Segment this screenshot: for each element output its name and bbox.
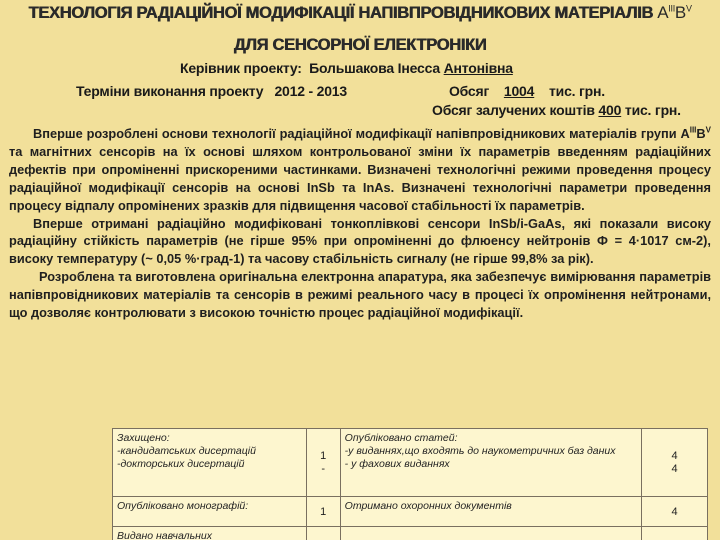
project-terms [76, 83, 605, 99]
articles-prof-value: 4 [671, 462, 678, 475]
title-main: ТЕХНОЛОГІЯ РАДІАЦІЙНОЇ МОДИФІКАЦІЇ НАПІВПРОВІДНИКОВИХ МАТЕРІАЛІВ [28, 4, 653, 22]
terms-value: 2012 - 2013 [274, 83, 347, 99]
articles-label: Опубліковано статей: [344, 432, 458, 444]
p1-part-a: Вперше розроблені основи технології радіаційної модифікації напівпровідникових матеріалів групи A [33, 126, 690, 141]
title-line-2: ДЛЯ СЕНСОРНОЇ ЕЛЕКТРОНІКИ [233, 36, 487, 54]
articles-sci-value: 4 [671, 449, 678, 462]
funding [432, 102, 681, 118]
paragraph-3: Розроблена та виготовлена оригінальна електронна апаратура, яка забезпечує вимірювання параметрів напівпровідникових матеріалів та сенсорів в режимі реального часу в процесі їх опромінення нейтронами, що дозволяє контролювати з високою точністю процес радіаційної модифікації. [9, 269, 711, 321]
formula-b: B [674, 3, 686, 22]
defended-cell [113, 429, 307, 497]
defended-label: Захищено: [117, 432, 170, 444]
volume-unit: тис. грн. [549, 83, 605, 99]
funding-value: 400 [598, 102, 622, 118]
title-line-1 [0, 3, 720, 23]
funding-label: Обсяг залучених коштів [432, 102, 595, 118]
terms-label: Терміни виконання проекту [76, 83, 264, 99]
articles-sci: -у виданнях,що входять до наукометричних баз даних [344, 445, 616, 457]
articles-cell [340, 429, 641, 497]
table-row [113, 497, 708, 527]
defended-cand-value: 1 [320, 449, 327, 462]
monographs-value: 1 [306, 497, 340, 527]
table-row [113, 527, 708, 540]
defended-values [306, 429, 340, 497]
formula-b-sup: V [685, 3, 692, 14]
textbooks-label: Видано навчальних [113, 527, 307, 540]
funding-unit: тис. грн. [624, 102, 681, 118]
leader-label: Керівник проекту: [180, 60, 302, 76]
p1-sup-1: III [689, 125, 697, 135]
defended-doc-value: - [321, 462, 326, 475]
project-leader [180, 60, 513, 76]
volume-label: Обсяг [448, 83, 490, 99]
articles-values [642, 429, 708, 497]
paragraph-1 [9, 125, 711, 215]
p1-part-b: B [696, 126, 706, 141]
p1-part-c: та магнітних сенсорів на їх основі шляхом контрольованої зміни їх параметрів введенням радіаційних дефектів при опроміненні прискореними частинками. Визначені технологічні режими проведення процесу радіаційної модифікації сенсорів на основі InSb та InAs. Визначені технологічні параметри проведення процесу відпалу опромінених зразків для підвищення часової стабільності їх параметрів. [9, 143, 711, 213]
volume-value: 1004 [503, 83, 535, 99]
empty-cell [306, 527, 340, 540]
formula-a: A [657, 3, 669, 22]
monographs-label: Опубліковано монографій: [113, 497, 307, 527]
defended-doc: -докторських дисертацій [117, 458, 245, 470]
empty-cell [340, 527, 641, 540]
patents-label: Отримано охоронних документів [340, 497, 641, 527]
formula-a-sup: III [668, 3, 675, 14]
leader-patronymic: Антонівна [443, 60, 513, 76]
paragraph-2: Вперше отримані радіаційно модифіковані тонкоплівкові сенсори InSb/i-GaAs, які показали високу радіаційну стійкість параметрів (не гірше 95% при опроміненні до флюенсу нейтронів Ф = 4·1017 см-2), високу температуру (~ 0,05 %·град-1) та часову стабільність сигналу (не гірше 99,8% за рік). [9, 215, 711, 267]
results-table [112, 428, 708, 540]
table-row [113, 429, 708, 497]
p1-sup-2: V [705, 125, 711, 135]
patents-value: 4 [642, 497, 708, 527]
articles-prof: - у фахових виданнях [344, 458, 450, 470]
project-description [9, 125, 711, 322]
leader-name: Большакова Інесса [309, 60, 440, 76]
empty-cell [642, 527, 708, 540]
defended-cand: -кандидатських дисертацій [117, 445, 256, 457]
